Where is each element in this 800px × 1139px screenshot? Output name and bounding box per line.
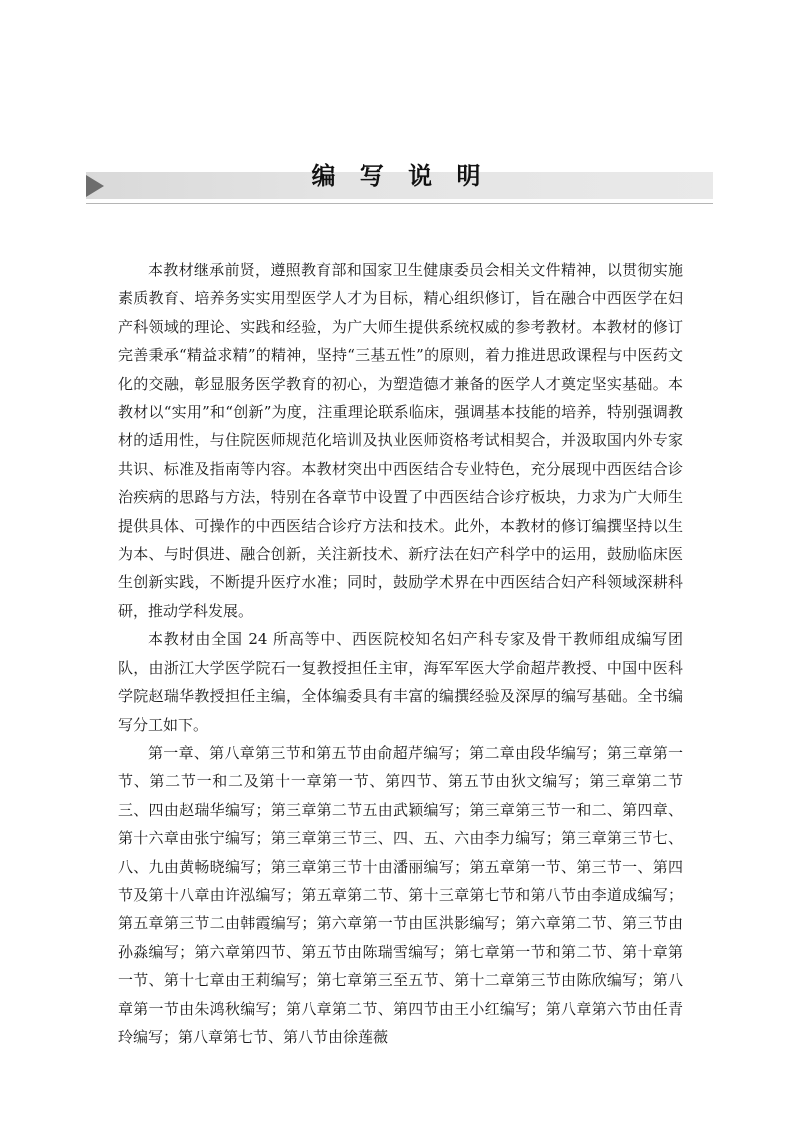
paragraph-division-of-work: 第一章、第八章第三节和第五节由俞超芹编写；第二章由段华编写；第三章第一节、第二节一和二及第十一章第一节、第四节、第五节由狄文编写；第三章第二节三、四由赵瑞华编写；第三章第二节五由武颖编写；第三章第三节一和二、第四章、第十六章由张宁编写；第三章第三节三、四、五、六由李力编写；第三章第三节七、八、九由黄畅晓编写；第三章第三节十由潘丽编写；第五章第一节、第三节一、第四节及第十八章由许泓编写；第五章第二节、第十三章第七节和第八节由李道成编写；第五章第三节二由韩霞编写；第六章第一节由匡洪影编写；第六章第二节、第三节由孙淼编写；第六章第四节、第五节由陈瑞雪编写；第七章第一节和第二节、第十章第一节、第十七章由王莉编写；第七章第三至五节、第十二章第三节由陈欣编写；第八章第一节由朱鸿秋编写；第八章第二节、第四节由王小红编写；第八章第六节由任青玲编写；第八章第七节、第八节由徐莲薇	[118, 743, 683, 1046]
title-underline-rule	[86, 203, 713, 204]
paragraph-editors: 本教材由全国 24 所高等中、西医院校知名妇产科专家及骨干教师组成编写团队，由浙江大学医学院石一复教授担任主审，海军军医大学俞超芹教授、中国中医科学院赵瑞华教授担任主编，全体编委具有丰富的编撰经验及深厚的编写基础。全书编写分工如下。	[118, 630, 683, 734]
paragraph-intro: 本教材继承前贤，遵照教育部和国家卫生健康委员会相关文件精神，以贯彻实施素质教育、培养务实实用型医学人才为目标，精心组织修订，旨在融合中西医学在妇产科领域的理论、实践和经验，为广大师生提供系统权威的参考教材。本教材的修订完善秉承“精益求精”的精神，坚持“三基五性”的原则，着力推进思政课程与中医药文化的交融，彰显服务医学教育的初心，为塑造德才兼备的医学人才奠定坚实基础。本教材以“实用”和“创新”为度，注重理论联系临床，强调基本技能的培养，特别强调教材的适用性，与住院医师规范化培训及执业医师资格考试相契合，并汲取国内外专家共识、标准及指南等内容。本教材突出中西医结合专业特色，充分展现中西医结合诊治疾病的思路与方法，特别在各章节中设置了中西医结合诊疗板块，力求为广大师生提供具体、可操作的中西医结合诊疗方法和技术。此外，本教材的修订编撰坚持以生为本、与时俱进、融合创新，关注新技术、新疗法在妇产科学中的运用，鼓励临床医生创新实践，不断提升医疗水准；同时，鼓励学术界在中西医结合妇产科领域深耕科研，推动学科发展。	[118, 261, 683, 620]
body-text	[118, 256, 683, 1051]
page-title: 编 写 说 明	[311, 162, 489, 190]
